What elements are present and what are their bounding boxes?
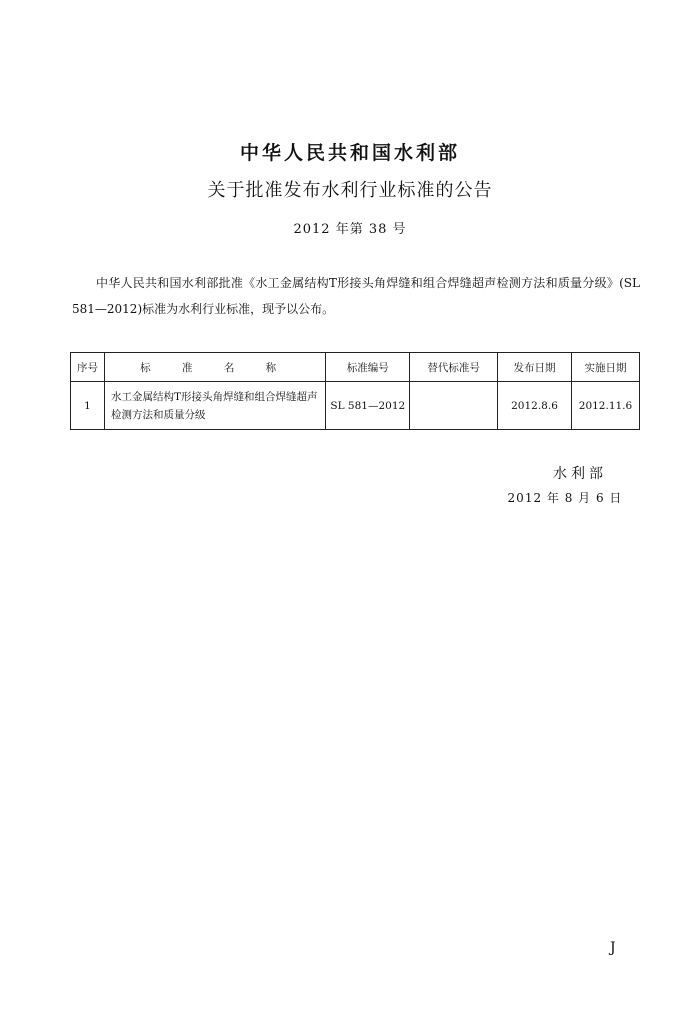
table-header-row: [71, 353, 640, 382]
cell-publish-date: 2012.8.6: [498, 382, 572, 430]
issuer-heading: 中华人民共和国水利部: [239, 142, 460, 164]
cell-standard-name: 水工金属结构T形接头角焊缝和组合焊缝超声检测方法和质量分级: [104, 382, 325, 430]
document-number: 2012 年第 38 号: [293, 222, 407, 237]
signature-org: 水利部: [553, 466, 607, 482]
standards-table: [70, 352, 640, 430]
header-publish-date: 发布日期: [498, 353, 572, 382]
header-standard-code: 标准编号: [326, 353, 410, 382]
signature-date: 2012 年 8 月 6 日: [507, 491, 623, 505]
cell-serial: 1: [71, 382, 105, 430]
page-number: J: [610, 940, 616, 956]
header-serial: 序号: [71, 353, 105, 382]
table-row: [71, 382, 640, 430]
header-replaced-code: 替代标准号: [410, 353, 498, 382]
announcement-title: 关于批准发布水利行业标准的公告: [207, 180, 493, 201]
cell-standard-code: SL 581—2012: [326, 382, 410, 430]
cell-effective-date: 2012.11.6: [571, 382, 639, 430]
cell-replaced-code: [410, 382, 498, 430]
header-standard-name: 标 准 名 称: [104, 353, 325, 382]
announcement-body: 中华人民共和国水利部批准《水工金属结构T形接头角焊缝和组合焊缝超声检测方法和质量分级》(SL 581—2012)标准为水利行业标准，现予以公布。: [72, 276, 640, 316]
header-effective-date: 实施日期: [571, 353, 639, 382]
